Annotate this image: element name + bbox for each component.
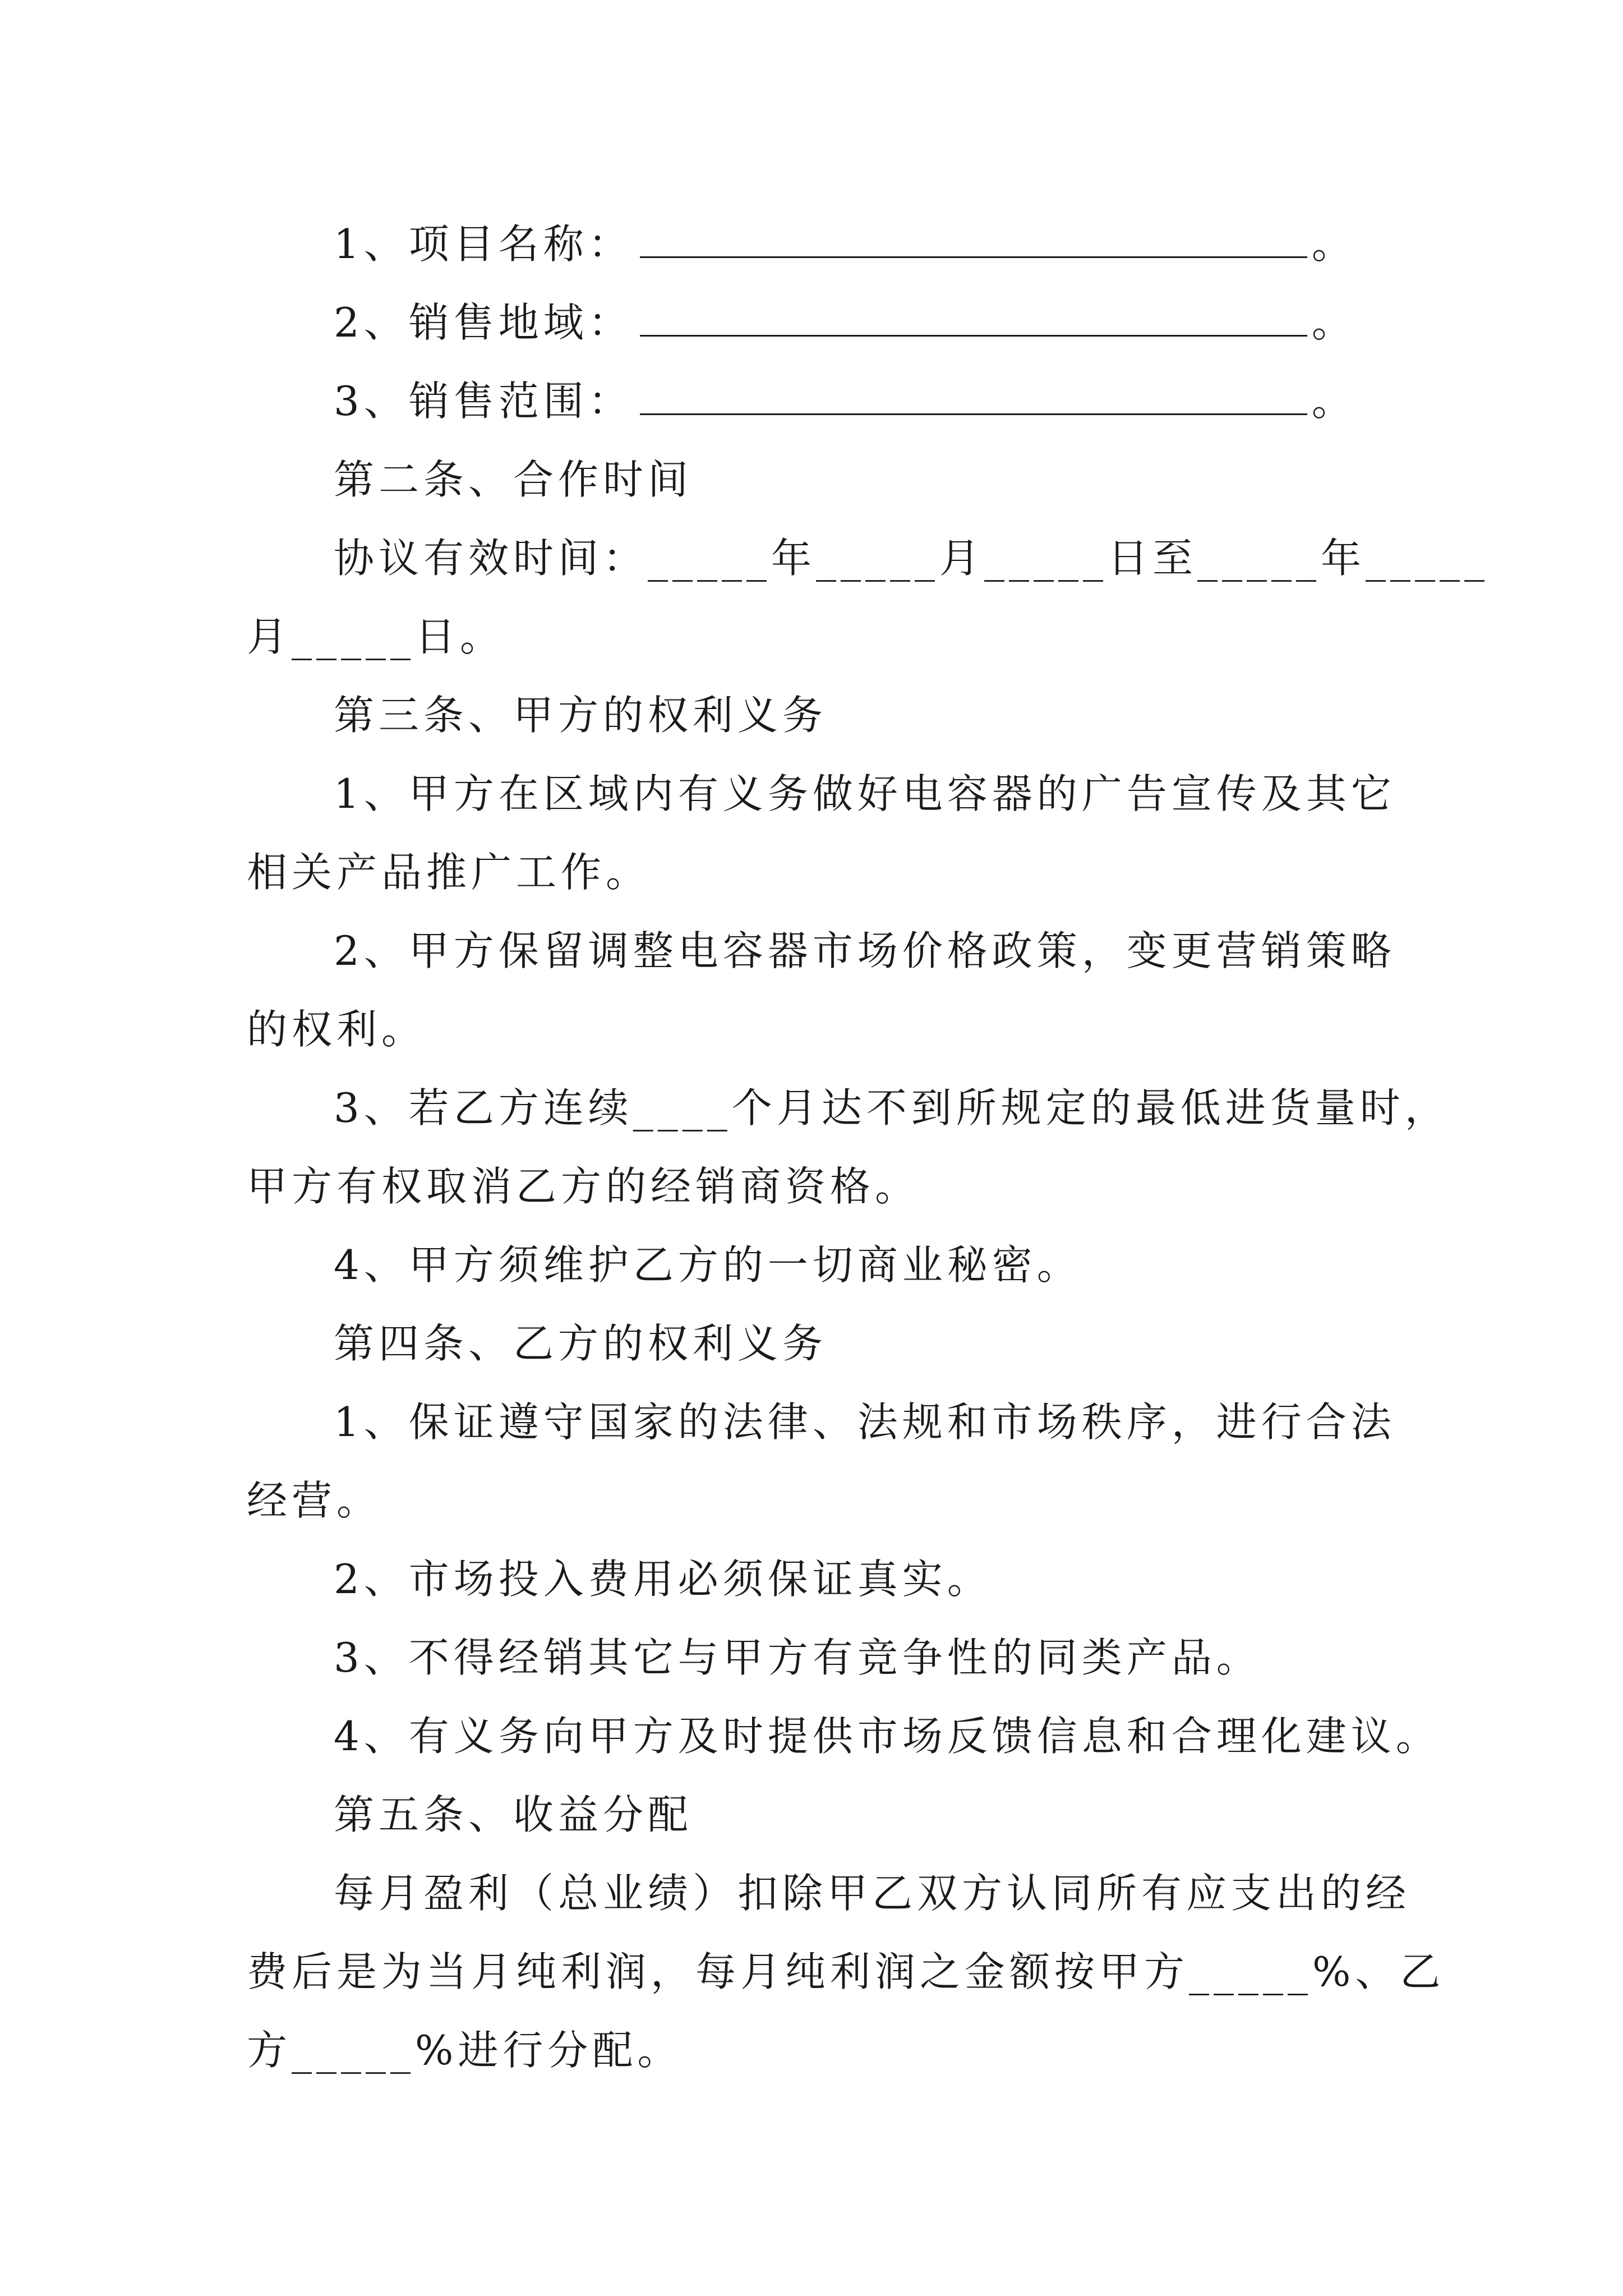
section-heading: 第二条、合作时间: [334, 456, 693, 503]
paragraph-line: 4、甲方须维护乙方的一切商业秘密。: [334, 1241, 1082, 1289]
paragraph-line: 方_____%进行分配。: [247, 2027, 683, 2074]
paragraph-line: 4、有义务向甲方及时提供市场反馈信息和合理化建议。: [334, 1713, 1441, 1760]
item-sales-region: [334, 295, 1402, 351]
paragraph-line: 2、甲方保留调整电容器市场价格政策，变更营销策略: [334, 927, 1396, 974]
paragraph-line: 甲方有权取消乙方的经销商资格。: [247, 1163, 920, 1210]
paragraph-line: 的权利。: [247, 1006, 427, 1053]
paragraph-line: 相关产品推广工作。: [247, 849, 651, 896]
paragraph-line: 2、市场投入费用必须保证真实。: [334, 1556, 992, 1603]
paragraph-line: 每月盈利（总业绩）扣除甲乙双方认同所有应支出的经: [334, 1870, 1411, 1917]
paragraph-line: 协议有效时间：_____年_____月_____日至_____年_____: [334, 535, 1490, 582]
item-suffix: 。: [1311, 220, 1357, 268]
item-label: 2、销售地域：: [334, 299, 633, 346]
item-project-name: [334, 216, 1402, 272]
item-label: 3、销售范围：: [334, 378, 633, 425]
fill-blank: [640, 222, 1307, 258]
paragraph-line: 1、甲方在区域内有义务做好电容器的广告宣传及其它: [334, 770, 1396, 817]
section-heading: 第四条、乙方的权利义务: [334, 1320, 828, 1367]
item-sales-scope: [334, 373, 1402, 429]
paragraph-line: 3、若乙方连续____个月达不到所规定的最低进货量时，: [334, 1084, 1450, 1131]
section-heading: 第五条、收益分配: [334, 1791, 693, 1838]
paragraph-line: 3、不得经销其它与甲方有竞争性的同类产品。: [334, 1634, 1261, 1681]
paragraph-line: 月_____日。: [247, 613, 505, 660]
fill-blank: [640, 379, 1307, 415]
paragraph-line: 费后是为当月纯利润，每月纯利润之金额按甲方_____%、乙: [247, 1948, 1445, 1995]
item-suffix: 。: [1311, 378, 1357, 425]
item-suffix: 。: [1311, 299, 1357, 346]
section-heading: 第三条、甲方的权利义务: [334, 692, 828, 739]
item-label: 1、项目名称：: [334, 220, 633, 268]
paragraph-line: 1、保证遵守国家的法律、法规和市场秩序，进行合法: [334, 1398, 1396, 1446]
fill-blank: [640, 300, 1307, 337]
paragraph-line: 经营。: [247, 1477, 382, 1524]
